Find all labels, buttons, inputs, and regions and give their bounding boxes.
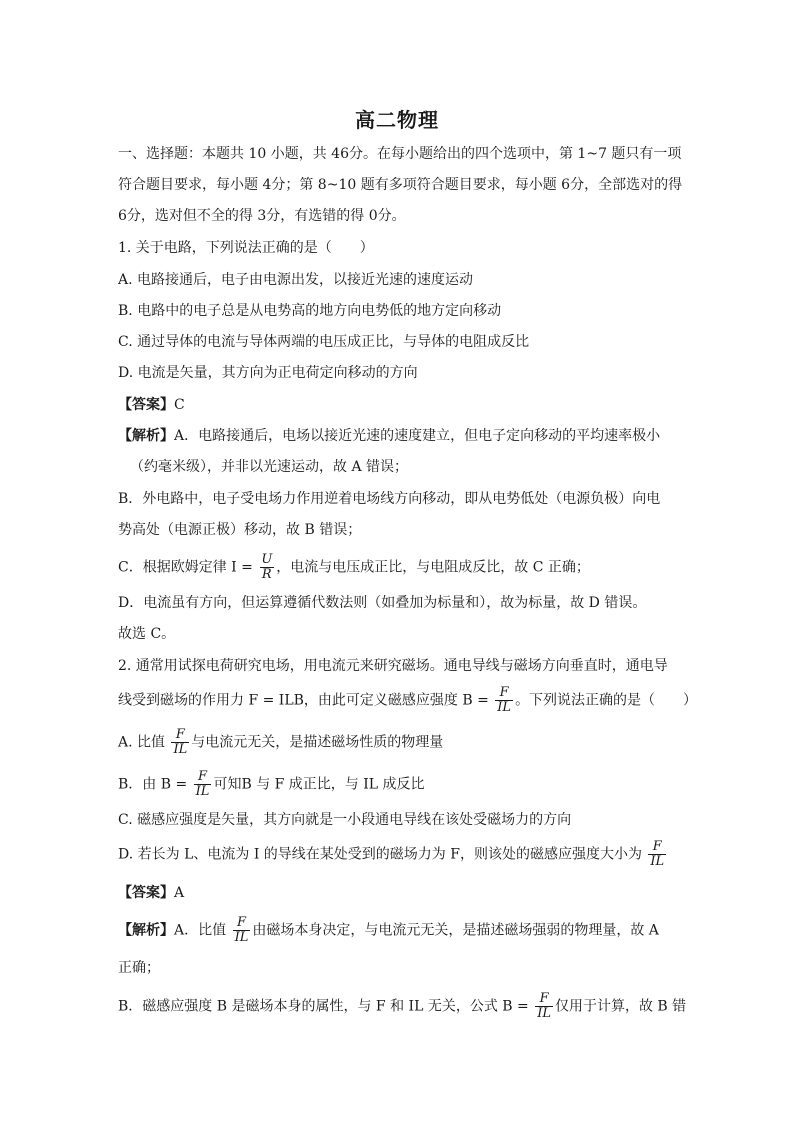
- fraction-numerator: F: [652, 839, 662, 854]
- option-text: 与电流元无关，是描述磁场性质的物理量: [191, 734, 444, 751]
- fraction-numerator: F: [198, 769, 208, 784]
- fraction-denominator: IL: [195, 784, 210, 799]
- q2-option-a: [118, 728, 443, 757]
- b-formula-fraction: [535, 992, 553, 1021]
- q1-option-a: A. 电路接通后，电子由电源出发，以接近光速的速度运动: [118, 272, 474, 288]
- answer-label: 【答案】: [118, 397, 174, 413]
- q1-analysis-a-1: [118, 426, 660, 446]
- analysis-label: 【解析】: [118, 922, 174, 939]
- q2-analysis-a-2: 正确；: [118, 960, 160, 976]
- ratio-fraction: [171, 728, 189, 757]
- analysis-text: 由磁场本身决定，与电流元无关，是描述磁场强弱的物理量，故 A: [252, 922, 659, 939]
- q1-stem: 1. 关于电路，下列说法正确的是（ ）: [118, 240, 374, 256]
- analysis-text: ，电流与电压成正比，与电阻成反比，故 C 正确；: [276, 559, 590, 576]
- q1-analysis-d: D．电流虽有方向，但运算遵循代数法则（如叠加为标量和），故为标量，故 D 错误。: [118, 595, 647, 611]
- ohm-law-fraction: [259, 553, 274, 582]
- fraction-numerator: F: [236, 915, 246, 930]
- fraction-numerator: U: [261, 552, 273, 567]
- section-intro-line-1: 一、选择题：本题共 10 小题，共 46分。在每小题给出的四个选项中，第 1~7 题只有一项: [118, 146, 682, 162]
- stem-text: 。下列说法正确的是（ ）: [515, 692, 698, 709]
- section-intro-line-2: 符合题目要求，每小题 4分；第 8~10 题有多项符合题目要求，每小题 6分，全部选对的得: [118, 177, 683, 193]
- analysis-text: B．磁感应强度 B 是磁场本身的属性，与 F 和 IL 无关，公式 B =: [118, 998, 529, 1015]
- analysis-label: 【解析】: [118, 428, 174, 444]
- page-title: 高二物理: [355, 108, 439, 132]
- fraction-denominator: IL: [173, 742, 188, 757]
- q1-answer: [118, 395, 185, 415]
- fraction-denominator: R: [261, 567, 272, 582]
- q1-analysis-b-1: B．外电路中，电子受电场力作用逆着电场线方向移动，即从电势低处（电源负极）向电: [118, 491, 661, 507]
- q1-analysis-a-2: （约毫米级），并非以光速运动，故 A 错误；: [130, 459, 409, 475]
- q2-analysis-a: [118, 916, 659, 945]
- answer-label: 【答案】: [118, 885, 174, 901]
- fraction-denominator: IL: [650, 854, 665, 869]
- fraction-denominator: IL: [537, 1006, 551, 1021]
- q1-conclusion: 故选 C。: [118, 626, 176, 642]
- ratio-fraction: [233, 916, 251, 945]
- analysis-text: A．电路接通后，电场以接近光速的速度建立，但电子定向移动的平均速率极小: [174, 428, 661, 444]
- q2-stem-line-1: 2. 通常用试探电荷研究电场，用电流元来研究磁场。通电导线与磁场方向垂直时，通电导: [118, 658, 668, 674]
- b-definition-fraction: [495, 686, 513, 715]
- q2-stem-line-2: [118, 686, 697, 715]
- q1-analysis-c: [118, 553, 590, 582]
- q2-answer: [118, 883, 184, 903]
- analysis-text: A．比值: [174, 922, 227, 939]
- option-text: A. 比值: [118, 734, 166, 751]
- stem-text: 线受到磁场的作用力 F = ILB，由此可定义磁感应强度 B =: [118, 692, 489, 709]
- q1-option-b: B. 电路中的电子总是从电势高的地方向电势低的地方定向移动: [118, 303, 502, 319]
- q1-analysis-b-2: 势高处（电源正极）移动，故 B 错误；: [118, 522, 362, 538]
- q2-option-b: [118, 770, 425, 799]
- q2-option-c: C. 磁感应强度是矢量，其方向就是一小段通电导线在该处受磁场力的方向: [118, 812, 572, 828]
- option-text: B．由 B =: [118, 776, 188, 793]
- b-formula-fraction: [194, 770, 212, 799]
- section-intro-line-3: 6分，选对但不全的得 3分，有选错的得 0分。: [118, 208, 406, 224]
- analysis-text: C．根据欧姆定律 I =: [118, 559, 253, 576]
- analysis-text: 仅用于计算，故 B 错: [554, 998, 687, 1015]
- fraction-numerator: F: [175, 727, 185, 742]
- q2-analysis-b: [118, 992, 686, 1021]
- option-text: 可知B 与 F 成正比，与 IL 成反比: [213, 776, 425, 793]
- answer-fraction: [648, 840, 666, 869]
- fraction-denominator: IL: [497, 700, 512, 715]
- answer-value: A: [174, 885, 185, 901]
- fraction-numerator: F: [499, 685, 509, 700]
- q1-option-d: D. 电流是矢量，其方向为正电荷定向移动的方向: [118, 365, 418, 381]
- answer-value: C: [174, 397, 185, 413]
- q2-option-d: [118, 840, 668, 869]
- option-text: D. 若长为 L、电流为 I 的导线在某处受到的磁场力为 F，则该处的磁感应强度大小为: [118, 846, 642, 863]
- q1-option-c: C. 通过导体的电流与导体两端的电压成正比，与导体的电阻成反比: [118, 334, 530, 350]
- fraction-numerator: F: [539, 991, 549, 1006]
- fraction-denominator: IL: [234, 930, 249, 945]
